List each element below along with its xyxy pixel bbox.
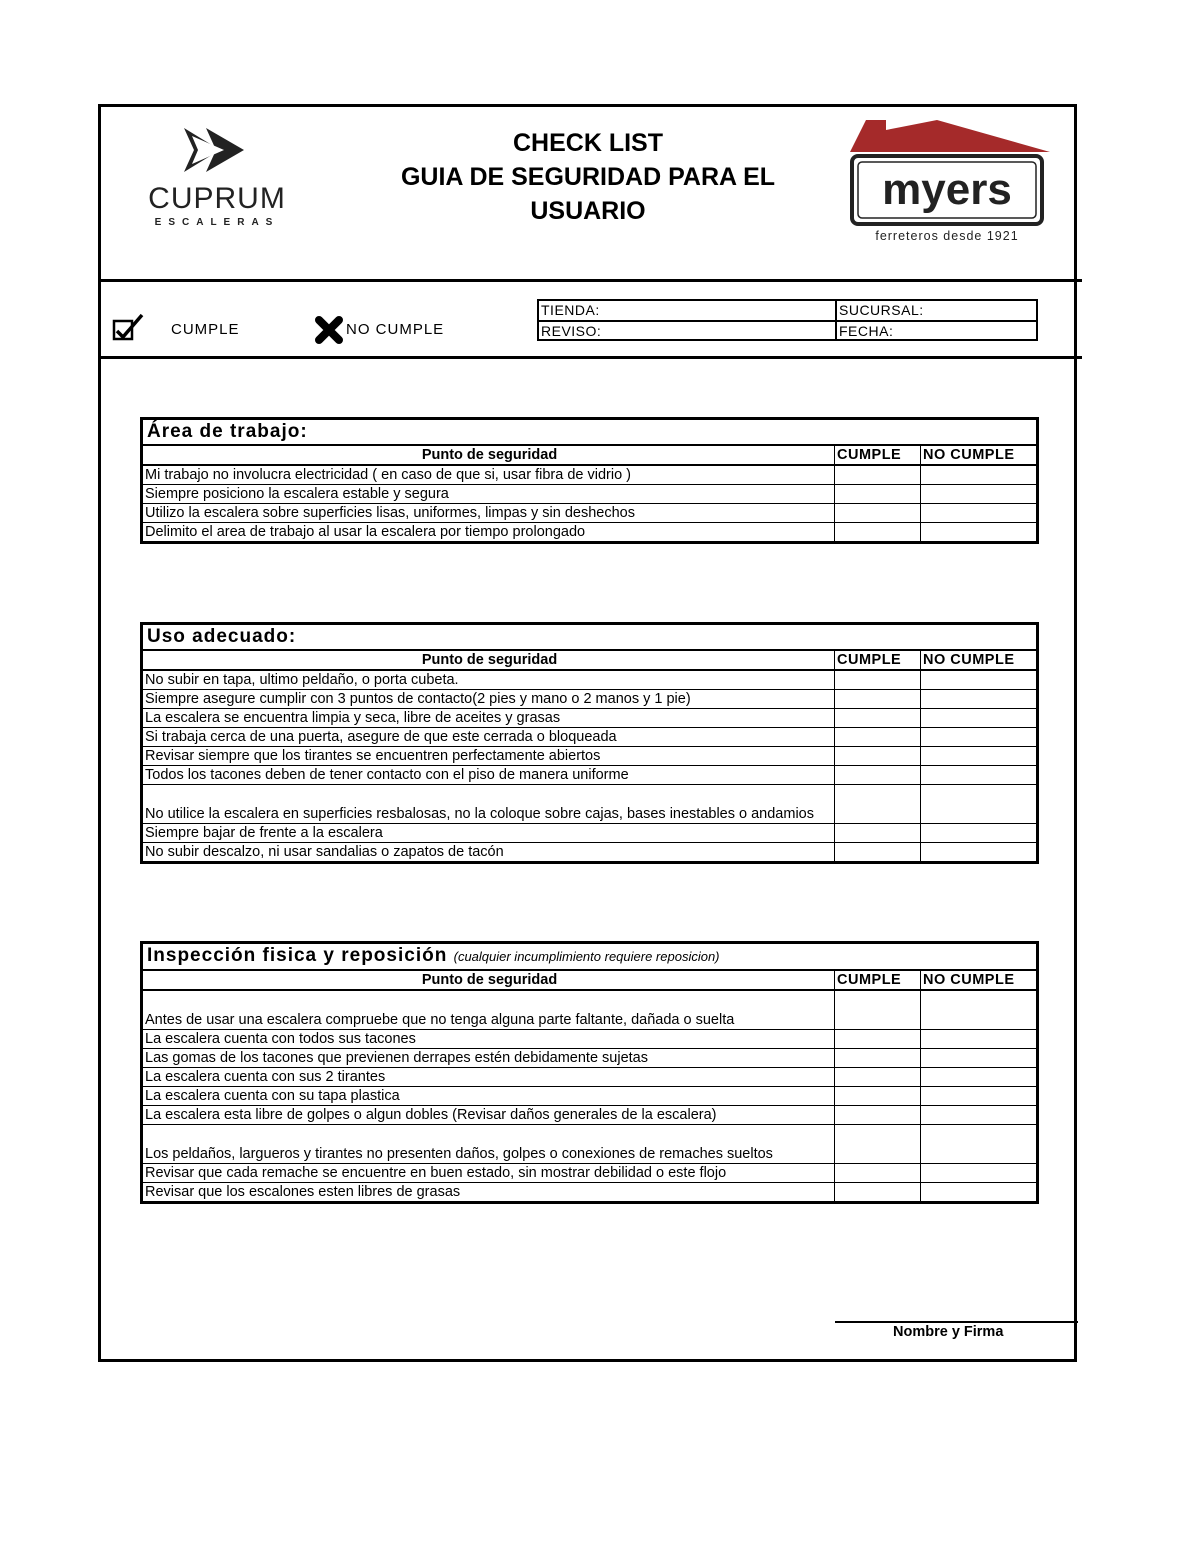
no-cumple-cell[interactable] xyxy=(921,766,1038,785)
safety-point: Antes de usar una escalera compruebe que no tenga alguna parte faltante, dañada o suelta xyxy=(142,990,835,1029)
header-divider xyxy=(98,279,1082,282)
myers-logo-text: myers xyxy=(882,165,1012,214)
signature-label: Nombre y Firma xyxy=(893,1324,1004,1340)
table-row xyxy=(142,843,1038,863)
no-cumple-cell[interactable] xyxy=(921,1182,1038,1202)
cumple-cell[interactable] xyxy=(835,1124,921,1163)
legend-divider xyxy=(98,356,1082,359)
cumple-cell[interactable] xyxy=(835,485,921,504)
table-row xyxy=(142,1182,1038,1202)
cumple-cell[interactable] xyxy=(835,1048,921,1067)
x-cross-icon xyxy=(314,315,344,350)
safety-point: Si trabaja cerca de una puerta, asegure de que este cerrada o bloqueada xyxy=(142,728,835,747)
safety-point: Todos los tacones deben de tener contacto con el piso de manera uniforme xyxy=(142,766,835,785)
cumple-cell[interactable] xyxy=(835,1067,921,1086)
table-row xyxy=(142,709,1038,728)
section-table-inspeccion xyxy=(140,941,1039,1204)
safety-point: La escalera cuenta con su tapa plastica xyxy=(142,1086,835,1105)
no-cumple-cell[interactable] xyxy=(921,747,1038,766)
no-cumple-cell[interactable] xyxy=(921,1086,1038,1105)
column-header-no-cumple: NO CUMPLE xyxy=(921,970,1038,990)
no-cumple-cell[interactable] xyxy=(921,1048,1038,1067)
safety-point: No subir descalzo, ni usar sandalias o zapatos de tacón xyxy=(142,843,835,863)
safety-point: Revisar que los escalones esten libres de grasas xyxy=(142,1182,835,1202)
no-cumple-cell[interactable] xyxy=(921,1163,1038,1182)
legend-cumple-label: CUMPLE xyxy=(171,321,240,338)
fecha-field[interactable]: FECHA: xyxy=(839,323,894,339)
cumple-cell[interactable] xyxy=(835,785,921,824)
table-row xyxy=(142,785,1038,824)
no-cumple-cell[interactable] xyxy=(921,670,1038,690)
legend-no-cumple-label: NO CUMPLE xyxy=(346,321,445,338)
cumple-cell[interactable] xyxy=(835,824,921,843)
cumple-cell[interactable] xyxy=(835,1029,921,1048)
tienda-field[interactable]: TIENDA: xyxy=(541,302,600,318)
section-title-text: Uso adecuado: xyxy=(147,626,297,647)
safety-point: Siempre posiciono la escalera estable y segura xyxy=(142,485,835,504)
no-cumple-cell[interactable] xyxy=(921,843,1038,863)
cumple-cell[interactable] xyxy=(835,523,921,543)
safety-point: Utilizo la escalera sobre superficies lisas, uniformes, limpas y sin deshechos xyxy=(142,504,835,523)
safety-point: Siempre bajar de frente a la escalera xyxy=(142,824,835,843)
section-title-text: Área de trabajo: xyxy=(147,421,308,442)
table-row xyxy=(142,1086,1038,1105)
table-row xyxy=(142,1124,1038,1163)
page-title xyxy=(360,126,816,228)
no-cumple-cell[interactable] xyxy=(921,990,1038,1029)
table-row xyxy=(142,670,1038,690)
table-row xyxy=(142,523,1038,543)
no-cumple-cell[interactable] xyxy=(921,690,1038,709)
table-row xyxy=(142,1029,1038,1048)
title-line-3: USUARIO xyxy=(530,197,646,225)
cumple-cell[interactable] xyxy=(835,465,921,485)
table-row xyxy=(142,1067,1038,1086)
table-row xyxy=(142,990,1038,1029)
safety-point: Los peldaños, largueros y tirantes no presenten daños, golpes o conexiones de remaches sueltos xyxy=(142,1124,835,1163)
table-row xyxy=(142,747,1038,766)
check-box-icon xyxy=(112,313,144,346)
myers-logo-tagline: ferreteros desde 1921 xyxy=(875,229,1019,243)
safety-point: La escalera se encuentra limpia y seca, libre de aceites y grasas xyxy=(142,709,835,728)
section-table-uso-adecuado xyxy=(140,622,1039,864)
safety-point: La escalera cuenta con sus 2 tirantes xyxy=(142,1067,835,1086)
safety-point: Mi trabajo no involucra electricidad ( en caso de que si, usar fibra de vidrio ) xyxy=(142,465,835,485)
no-cumple-cell[interactable] xyxy=(921,485,1038,504)
table-row xyxy=(142,728,1038,747)
cumple-cell[interactable] xyxy=(835,1182,921,1202)
no-cumple-cell[interactable] xyxy=(921,1124,1038,1163)
cumple-cell[interactable] xyxy=(835,670,921,690)
table-row xyxy=(142,1163,1038,1182)
safety-point: No utilice la escalera en superficies resbalosas, no la coloque sobre cajas, bases inestables o andamios xyxy=(142,785,835,824)
column-header-no-cumple: NO CUMPLE xyxy=(921,445,1038,465)
safety-point: Delimito el area de trabajo al usar la escalera por tiempo prolongado xyxy=(142,523,835,543)
section-title-text: Inspección fisica y reposición xyxy=(147,945,448,966)
info-box xyxy=(537,299,1038,341)
no-cumple-cell[interactable] xyxy=(921,1029,1038,1048)
safety-point: Las gomas de los tacones que previenen derrapes estén debidamente sujetas xyxy=(142,1048,835,1067)
cumple-cell[interactable] xyxy=(835,747,921,766)
safety-point: La escalera esta libre de golpes o algun dobles (Revisar daños generales de la escalera) xyxy=(142,1105,835,1124)
safety-point: Revisar que cada remache se encuentre en buen estado, sin mostrar debilidad o este flojo xyxy=(142,1163,835,1182)
table-row xyxy=(142,1105,1038,1124)
no-cumple-cell[interactable] xyxy=(921,523,1038,543)
sucursal-field[interactable]: SUCURSAL: xyxy=(839,302,924,318)
cumple-cell[interactable] xyxy=(835,728,921,747)
table-row xyxy=(142,1048,1038,1067)
table-row xyxy=(142,824,1038,843)
no-cumple-cell[interactable] xyxy=(921,824,1038,843)
cuprum-logo-sub: ESCALERAS xyxy=(154,217,280,228)
cuprum-logo-text: CUPRUM xyxy=(148,182,286,215)
cumple-cell[interactable] xyxy=(835,504,921,523)
title-line-1: CHECK LIST xyxy=(513,129,663,157)
section-title xyxy=(142,624,1038,651)
myers-logo xyxy=(842,116,1052,244)
no-cumple-cell[interactable] xyxy=(921,709,1038,728)
cumple-cell[interactable] xyxy=(835,1163,921,1182)
table-row xyxy=(142,485,1038,504)
no-cumple-cell[interactable] xyxy=(921,504,1038,523)
table-row xyxy=(142,690,1038,709)
cumple-cell[interactable] xyxy=(835,843,921,863)
no-cumple-cell[interactable] xyxy=(921,728,1038,747)
column-header-cumple: CUMPLE xyxy=(835,970,921,990)
title-line-2: GUIA DE SEGURIDAD PARA EL xyxy=(400,163,776,191)
column-header-point: Punto de seguridad xyxy=(142,445,835,465)
column-header-point: Punto de seguridad xyxy=(142,650,835,670)
no-cumple-cell[interactable] xyxy=(921,785,1038,824)
table-row xyxy=(142,465,1038,485)
no-cumple-cell[interactable] xyxy=(921,1067,1038,1086)
cumple-cell[interactable] xyxy=(835,990,921,1029)
section-subtitle: (cualquier incumplimiento requiere reposicion) xyxy=(453,949,720,964)
cumple-cell[interactable] xyxy=(835,709,921,728)
signature-line xyxy=(835,1321,1078,1323)
column-header-no-cumple: NO CUMPLE xyxy=(921,650,1038,670)
cuprum-logo xyxy=(112,122,322,232)
cumple-cell[interactable] xyxy=(835,690,921,709)
cumple-cell[interactable] xyxy=(835,1086,921,1105)
cumple-cell[interactable] xyxy=(835,1105,921,1124)
cumple-cell[interactable] xyxy=(835,766,921,785)
safety-point: Siempre asegure cumplir con 3 puntos de contacto(2 pies y mano o 2 manos y 1 pie) xyxy=(142,690,835,709)
section-title xyxy=(142,943,1038,971)
table-row xyxy=(142,504,1038,523)
no-cumple-cell[interactable] xyxy=(921,1105,1038,1124)
section-table-area-de-trabajo xyxy=(140,417,1039,544)
table-row xyxy=(142,766,1038,785)
no-cumple-cell[interactable] xyxy=(921,465,1038,485)
safety-point: La escalera cuenta con todos sus tacones xyxy=(142,1029,835,1048)
reviso-field[interactable]: REVISO: xyxy=(541,323,602,339)
column-header-point: Punto de seguridad xyxy=(142,970,835,990)
section-title xyxy=(142,419,1038,446)
column-header-cumple: CUMPLE xyxy=(835,445,921,465)
column-header-cumple: CUMPLE xyxy=(835,650,921,670)
safety-point: Revisar siempre que los tirantes se encuentren perfectamente abiertos xyxy=(142,747,835,766)
safety-point: No subir en tapa, ultimo peldaño, o porta cubeta. xyxy=(142,670,835,690)
